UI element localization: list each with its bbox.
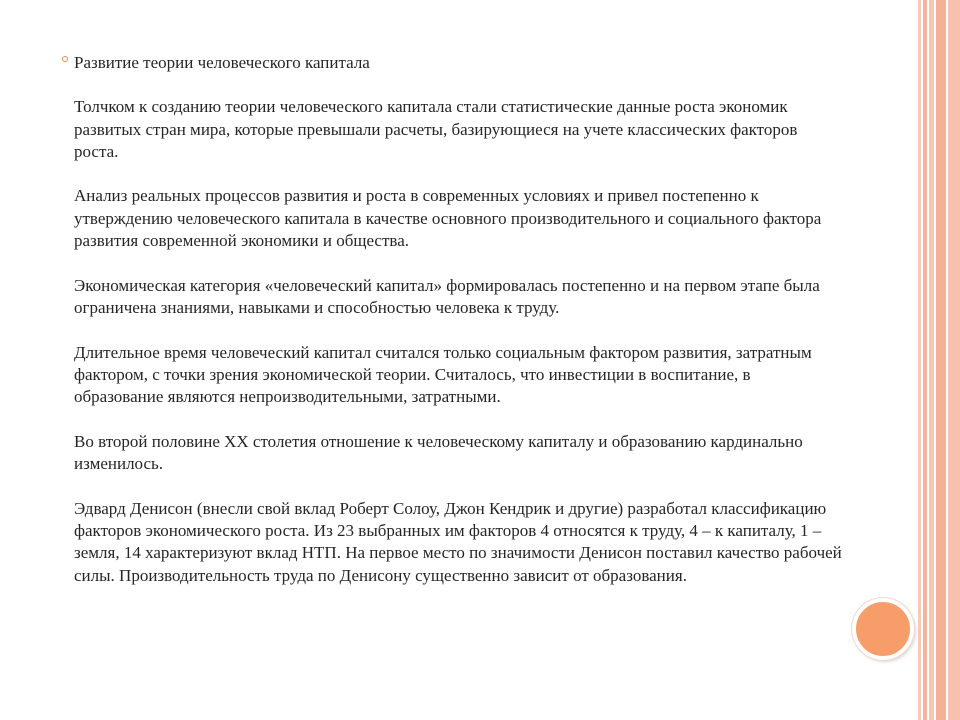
decorative-circle-icon [852, 598, 914, 660]
bullet-heading [62, 52, 842, 74]
paragraph-4: Длительное время человеческий капитал считался только социальным фактором развития, затратным фактором, с точки зрения экономической теории. Считалось, что инвестиции в воспитание, в образование являются непроизводительными, затратными. [74, 342, 812, 407]
heading-text: Развитие теории человеческого капитала [74, 53, 370, 72]
paragraph-1: Толчком к созданию теории человеческого капитала стали статистические данные роста экономик развитых стран мира, которые превышали расчеты, базирующиеся на учете классических факторов роста. [74, 97, 798, 161]
paragraph-2: Анализ реальных процессов развития и роста в современных условиях и привел постепенно к утверждению человеческого капитала в качестве основного производительного и социального фактора развития современной экономики и общества. [74, 186, 822, 251]
slide-content [62, 52, 842, 587]
paragraph-3: Экономическая категория «человеческий капитал» формировалась постепенно и на первом этапе была ограничена знаниями, навыками и способностью человека к труду. [74, 275, 820, 317]
stripe [948, 0, 960, 720]
paragraph-6: Эдвард Денисон (внесли свой вклад Роберт Солоу, Джон Кендрик и другие) разработал классификацию факторов экономического роста. Из 23 выбранных им факторов 4 относятся к труду, 4 – к капиталу, 1 – земля, 14 характеризуют вклад НТП. На первое место по значимости Денисон поставил качество рабочей силы. Производительность труда по Денисону существенно зависит от образования. [74, 498, 842, 585]
stripe [929, 0, 934, 720]
stripe [936, 0, 946, 720]
decorative-stripes [918, 0, 960, 720]
bullet-circle-icon [62, 56, 68, 62]
stripe [923, 0, 927, 720]
stripe [918, 0, 921, 720]
paragraph-5: Во второй половине XX столетия отношение к человеческому капиталу и образованию кардинально изменилось. [74, 431, 803, 474]
